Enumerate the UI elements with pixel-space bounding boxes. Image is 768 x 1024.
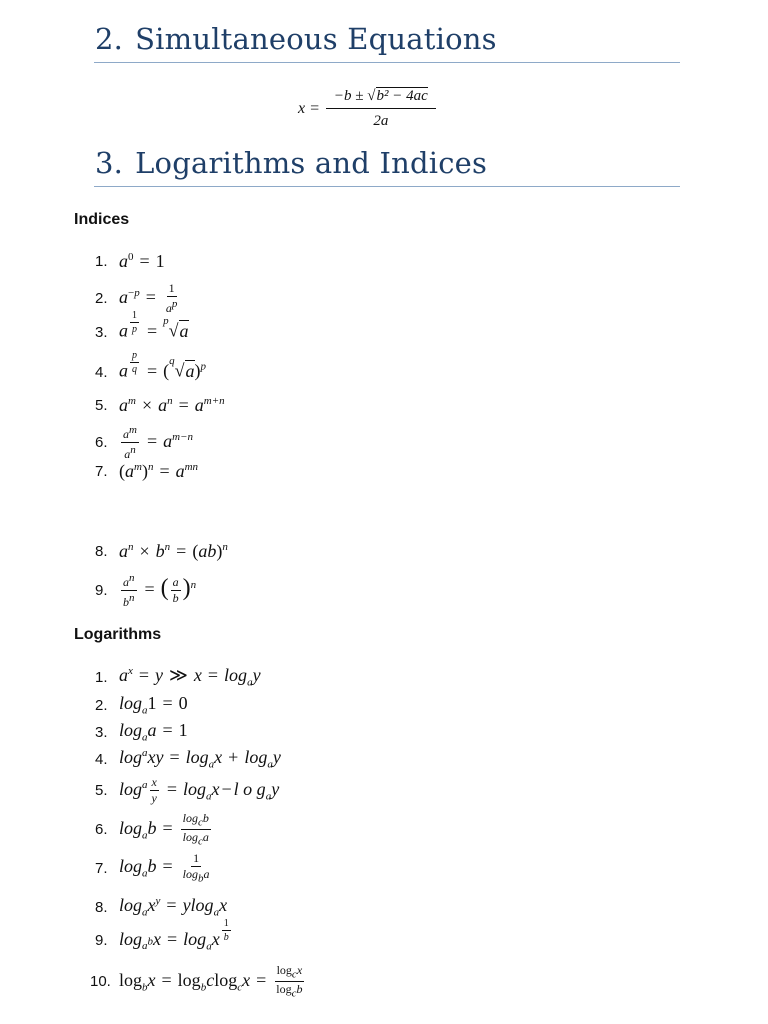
item-number: 2.	[95, 290, 108, 308]
equation: $\log_{a^b}x = \log_ax$ $\frac{1}{b}$	[119, 918, 229, 953]
list-item	[95, 542, 228, 560]
equation: $\log_aa = 1$	[119, 720, 188, 744]
list-item	[95, 852, 214, 885]
formula-fraction: $\frac{\text{−b ± √b² − 4ac}}{2a}$	[326, 88, 436, 129]
subheading-indices: Indices	[74, 211, 130, 228]
list-item	[95, 694, 188, 717]
item-number: 6.	[95, 821, 108, 839]
list-item	[95, 350, 207, 385]
list-item	[95, 424, 193, 461]
equation: a $\frac{1}{p}$ = $^p$√a	[119, 310, 189, 341]
list-item	[95, 462, 198, 480]
equation: $(a^m)^n = a^{mn}$	[119, 461, 199, 481]
item-number: 10.	[90, 973, 111, 991]
list-item	[95, 748, 281, 771]
list-item	[95, 896, 227, 919]
item-number: 9.	[95, 932, 108, 949]
equation: $a^x = y$ ≫ $x = \log_ay$	[119, 665, 261, 689]
item-number: 7.	[95, 462, 108, 480]
formula-radicand: b² − 4ac	[376, 88, 428, 104]
item-number: 3.	[95, 324, 108, 341]
item-number: 9.	[95, 582, 108, 600]
equation: $\log_bx = \log_bclog_cx$ = $\frac{\log_cx}{\log_cb}$	[119, 963, 303, 1000]
equation: $\frac{a^n}{b^n}$ = ( $\frac{a}{b}$ )$^n$	[123, 572, 197, 610]
list-item	[90, 964, 306, 1000]
equation: a $\frac{p}{q}$ = $(^q√a)^p$	[119, 350, 207, 381]
equation: $\log_ax^y = ylog_ax$	[119, 895, 228, 919]
item-number: 1.	[95, 668, 108, 686]
item-number: 7.	[95, 859, 108, 877]
item-number: 8.	[95, 898, 108, 916]
section-title: Logarithms and Indices	[135, 146, 488, 180]
list-item	[95, 572, 196, 609]
item-number: 5.	[95, 396, 108, 414]
section-heading-2	[95, 22, 497, 56]
equation: $a^{-p}$ = $\frac{1}{a^p}$	[119, 281, 178, 316]
list-item	[95, 776, 279, 805]
list-item	[95, 666, 261, 689]
equation: $\log_ab$ = $\frac{1}{\log_ba}$	[119, 851, 210, 885]
quadratic-formula	[298, 88, 438, 129]
item-number: 1.	[95, 252, 108, 270]
equation: $\frac{a^m}{a^n}$ = $a^{m-n}$	[123, 424, 193, 462]
equation: $a^n \times b^n = (ab)^n$	[119, 541, 228, 561]
formula-numerator: −b ±	[333, 88, 368, 104]
formula-lhs: x =	[298, 99, 320, 117]
section-number: 3.	[95, 146, 124, 180]
list-item	[95, 721, 188, 744]
section-number: 2.	[95, 22, 124, 56]
item-number: 2.	[95, 696, 108, 714]
item-number: 6.	[95, 434, 108, 452]
item-number: 3.	[95, 723, 108, 741]
section-heading-3	[95, 146, 487, 180]
equation: $a^0 = 1$	[119, 251, 165, 271]
equation: $\log_a1 = 0$	[119, 693, 188, 717]
list-item	[95, 918, 233, 953]
equation: $\log_ab$ = $\frac{\log_cb}{\log_ca}$	[119, 811, 209, 848]
formula-denominator: 2a	[373, 112, 389, 129]
equation: $\log^a$ $\frac{x}{y}$ = $\log_ax - l$ o $g_ay$	[119, 775, 280, 806]
subheading-logarithms: Logarithms	[74, 626, 162, 643]
item-number: 5.	[95, 782, 108, 800]
list-item	[95, 812, 213, 848]
list-item	[95, 396, 225, 414]
list-item	[95, 310, 189, 345]
equation: $a^m \times a^n = a^{m+n}$	[119, 395, 225, 415]
list-item	[95, 252, 165, 270]
heading-rule	[94, 62, 680, 63]
section-title: Simultaneous Equations	[135, 22, 497, 56]
item-number: 8.	[95, 542, 108, 560]
equation: $\log^axy = \log_ax + \log_ay$	[119, 747, 281, 771]
heading-rule	[94, 186, 680, 187]
item-number: 4.	[95, 750, 108, 768]
item-number: 4.	[95, 364, 108, 381]
